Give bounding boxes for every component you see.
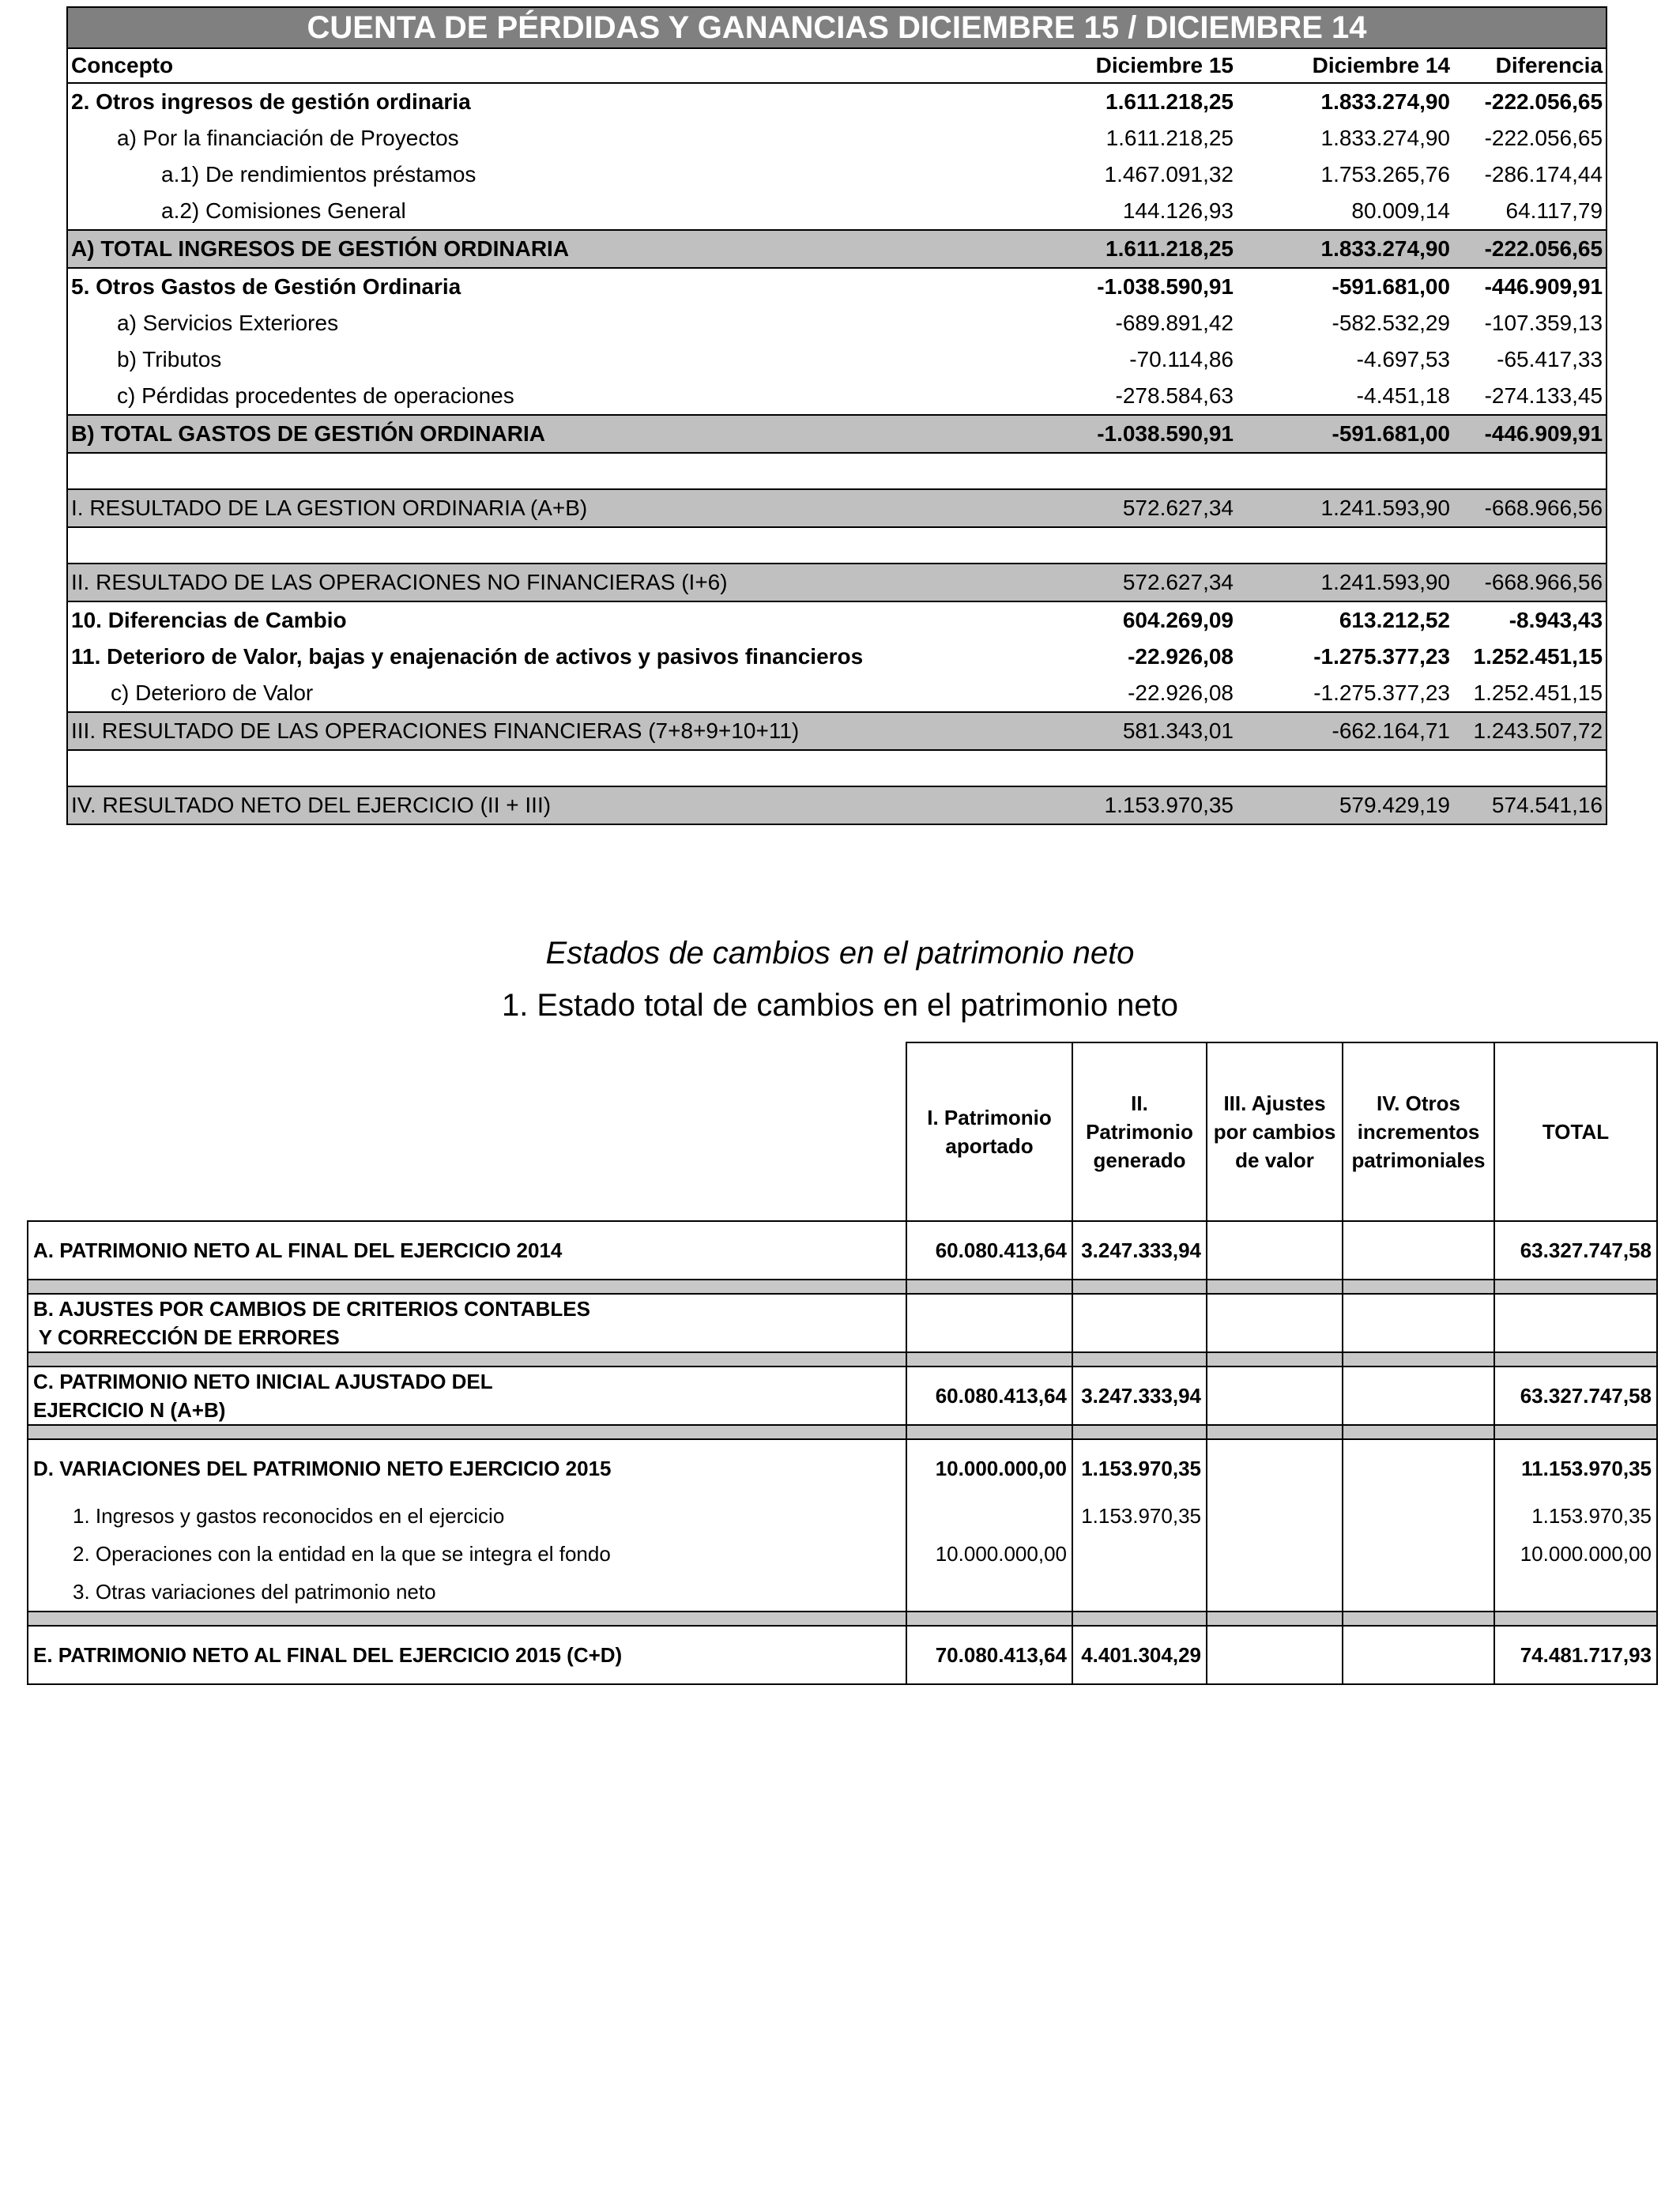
table-row [28,1626,1657,1684]
table-row [67,378,1607,415]
section-heading: 1. Estado total de cambios en el patrimonio neto [501,988,1179,1023]
row-label-line: Y CORRECCIÓN DE ERRORES [33,1325,340,1349]
value-dic14: 579.429,19 [1237,786,1453,824]
equity-changes-table [27,1042,1658,1685]
separator-row [28,1352,1657,1367]
row-label: D. VARIACIONES DEL PATRIMONIO NETO EJERCICIO 2015 [28,1439,906,1497]
row-label [28,1367,906,1425]
table-row [28,1294,1657,1352]
pl-title: CUENTA DE PÉRDIDAS Y GANANCIAS DICIEMBRE 15 / DICIEMBRE 14 [67,7,1607,48]
value-dic15: 604.269,09 [1122,608,1234,632]
value-diff: -222.056,65 [1453,120,1607,156]
value-diff: -274.133,45 [1453,378,1607,415]
row-label: A. PATRIMONIO NETO AL FINAL DEL EJERCICIO 2014 [28,1221,906,1280]
row-label: 1. Ingresos y gastos reconocidos en el ejercicio [28,1497,906,1535]
blank-row [67,750,1607,786]
blank-row [67,453,1607,489]
value-dic15: -22.926,08 [1128,644,1234,669]
row-label: I. RESULTADO DE LA GESTION ORDINARIA (A+B) [67,489,1039,527]
separator-row [28,1612,1657,1626]
equity-changes-statement [27,1042,1656,1685]
value-dic15: -689.891,42 [1115,311,1234,335]
value-dic15: 1.611.218,25 [1106,126,1234,150]
row-label-line: EJERCICIO N (A+B) [33,1398,226,1422]
row-label: IV. RESULTADO NETO DEL EJERCICIO (II + III) [67,786,1039,824]
value-diff: -8.943,43 [1453,601,1607,639]
value-aportado: 10.000.000,00 [906,1535,1072,1573]
col-ajustes-cambios-valor: III. Ajustes por cambios de valor [1207,1042,1343,1221]
row-label: E. PATRIMONIO NETO AL FINAL DEL EJERCICIO 2015 (C+D) [28,1626,906,1684]
value-aportado: 60.080.413,64 [906,1367,1072,1425]
row-label: a) Por la financiación de Proyectos [67,120,1039,156]
value-diff: -668.966,56 [1453,489,1607,527]
value-diff: -222.056,65 [1453,230,1607,268]
value-generado: 3.247.333,94 [1072,1221,1207,1280]
row-label: A) TOTAL INGRESOS DE GESTIÓN ORDINARIA [67,230,1039,268]
value-dic15: -1.038.590,91 [1039,415,1237,453]
value-total: 11.153.970,35 [1494,1439,1657,1497]
value-dic14: 1.833.274,90 [1320,89,1450,114]
table-row [28,1497,1657,1535]
value-dic14: -591.681,00 [1237,415,1453,453]
value-generado: 1.153.970,35 [1072,1497,1207,1535]
value-diff: 574.541,16 [1453,786,1607,824]
table-row [28,1439,1657,1497]
total-row [67,489,1607,527]
value-diff: 64.117,79 [1453,193,1607,230]
row-label-line: C. PATRIMONIO NETO INICIAL AJUSTADO DEL [33,1370,493,1393]
row-label: 5. Otros Gastos de Gestión Ordinaria [67,268,1039,305]
value-aportado: 70.080.413,64 [906,1626,1072,1684]
row-label: 11. Deterioro de Valor, bajas y enajenación de activos y pasivos financieros [67,639,1039,675]
value-generado: 4.401.304,29 [1072,1626,1207,1684]
value-dic14: 613.212,52 [1339,608,1450,632]
table-row [67,601,1607,639]
row-label: B) TOTAL GASTOS DE GESTIÓN ORDINARIA [67,415,1039,453]
value-total: 74.481.717,93 [1494,1626,1657,1684]
total-row [67,230,1607,268]
table-title-row [67,7,1607,48]
table-row [67,341,1607,378]
col-patrimonio-generado: II. Patrimonio generado [1072,1042,1207,1221]
value-dic14: -1.275.377,23 [1313,644,1450,669]
value-dic15: -1.038.590,91 [1097,274,1234,299]
value-dic15: 572.627,34 [1039,489,1237,527]
separator-row [28,1280,1657,1294]
total-row [67,712,1607,750]
row-label: 2. Operaciones con la entidad en la que se integra el fondo [28,1535,906,1573]
value-diff: 1.252.451,15 [1453,675,1607,712]
value-aportado: 10.000.000,00 [906,1439,1072,1497]
value-dic14: 1.833.274,90 [1320,126,1450,150]
row-label: II. RESULTADO DE LAS OPERACIONES NO FINANCIERAS (I+6) [67,564,1039,601]
separator-row [28,1425,1657,1439]
profit-loss-table [66,6,1607,825]
value-dic15: -22.926,08 [1128,680,1234,705]
value-diff: 1.252.451,15 [1453,639,1607,675]
value-total: 63.327.747,58 [1494,1367,1657,1425]
row-label: 3. Otras variaciones del patrimonio neto [28,1573,906,1612]
row-label: a.2) Comisiones General [67,193,1039,230]
value-total: 1.153.970,35 [1494,1497,1657,1535]
header-diferencia: Diferencia [1453,48,1607,83]
blank-row [67,527,1607,564]
total-row [67,564,1607,601]
col-patrimonio-aportado: I. Patrimonio aportado [906,1042,1072,1221]
table-row [28,1221,1657,1280]
header-row [67,48,1607,83]
value-otros [1343,1221,1494,1280]
value-diff: -668.966,56 [1453,564,1607,601]
row-label: a) Servicios Exteriores [67,305,1039,341]
value-total: 63.327.747,58 [1494,1221,1657,1280]
value-dic14: -591.681,00 [1332,274,1450,299]
row-label: c) Deterioro de Valor [67,675,1039,712]
value-dic15: 1.467.091,32 [1104,162,1234,187]
value-dic14: 1.833.274,90 [1237,230,1453,268]
row-label: 2. Otros ingresos de gestión ordinaria [67,83,1039,120]
value-total: 10.000.000,00 [1494,1535,1657,1573]
table-row [67,268,1607,305]
table-row [67,305,1607,341]
table-row [67,120,1607,156]
value-dic15: 1.611.218,25 [1039,230,1237,268]
value-dic14: -662.164,71 [1237,712,1453,750]
value-dic14: 1.241.593,90 [1237,564,1453,601]
header-diciembre-14: Diciembre 14 [1237,48,1453,83]
table-row [67,639,1607,675]
value-dic15: 1.153.970,35 [1039,786,1237,824]
row-label: 10. Diferencias de Cambio [67,601,1039,639]
row-label: a.1) De rendimientos préstamos [67,156,1039,193]
value-dic15: -278.584,63 [1115,383,1234,408]
header-row [28,1042,1657,1221]
profit-loss-statement [66,6,1606,825]
value-dic15: 1.611.218,25 [1106,89,1234,114]
value-dic14: 1.753.265,76 [1320,162,1450,187]
value-dic14: -4.451,18 [1356,383,1450,408]
value-dic14: 1.241.593,90 [1237,489,1453,527]
col-total: TOTAL [1494,1042,1657,1221]
value-diff: -107.359,13 [1453,305,1607,341]
value-diff: 1.243.507,72 [1453,712,1607,750]
value-diff: -65.417,33 [1453,341,1607,378]
value-generado: 3.247.333,94 [1072,1367,1207,1425]
value-ajustes [1207,1221,1343,1280]
value-diff: -446.909,91 [1453,415,1607,453]
header-diciembre-15: Diciembre 15 [1039,48,1237,83]
value-dic14: 80.009,14 [1351,198,1450,223]
row-label: b) Tributos [67,341,1039,378]
row-label: c) Pérdidas procedentes de operaciones [67,378,1039,415]
total-row [67,415,1607,453]
value-dic15: 572.627,34 [1039,564,1237,601]
value-diff: -446.909,91 [1453,268,1607,305]
value-generado: 1.153.970,35 [1072,1439,1207,1497]
table-row [67,156,1607,193]
value-aportado [906,1497,1072,1535]
header-concepto: Concepto [67,48,1039,83]
value-dic14: -582.532,29 [1332,311,1450,335]
table-row [67,675,1607,712]
row-label [28,1294,906,1352]
table-row [28,1573,1657,1612]
value-diff: -222.056,65 [1453,83,1607,120]
value-dic14: -1.275.377,23 [1313,680,1450,705]
table-row [67,83,1607,120]
value-aportado: 60.080.413,64 [906,1221,1072,1280]
table-row [28,1367,1657,1425]
value-dic14: -4.697,53 [1356,347,1450,371]
col-otros-incrementos: IV. Otros incrementos patrimoniales [1343,1042,1494,1221]
row-label-line: B. AJUSTES POR CAMBIOS DE CRITERIOS CONTABLES [33,1297,590,1321]
value-generado [1072,1535,1207,1573]
total-row [67,786,1607,824]
row-label: III. RESULTADO DE LAS OPERACIONES FINANCIERAS (7+8+9+10+11) [67,712,1039,750]
value-dic15: 581.343,01 [1039,712,1237,750]
value-dic15: 144.126,93 [1122,198,1234,223]
table-row [28,1535,1657,1573]
value-diff: -286.174,44 [1453,156,1607,193]
section-heading-italic: Estados de cambios en el patrimonio neto [545,936,1135,971]
value-dic15: -70.114,86 [1129,347,1234,371]
table-row [67,193,1607,230]
